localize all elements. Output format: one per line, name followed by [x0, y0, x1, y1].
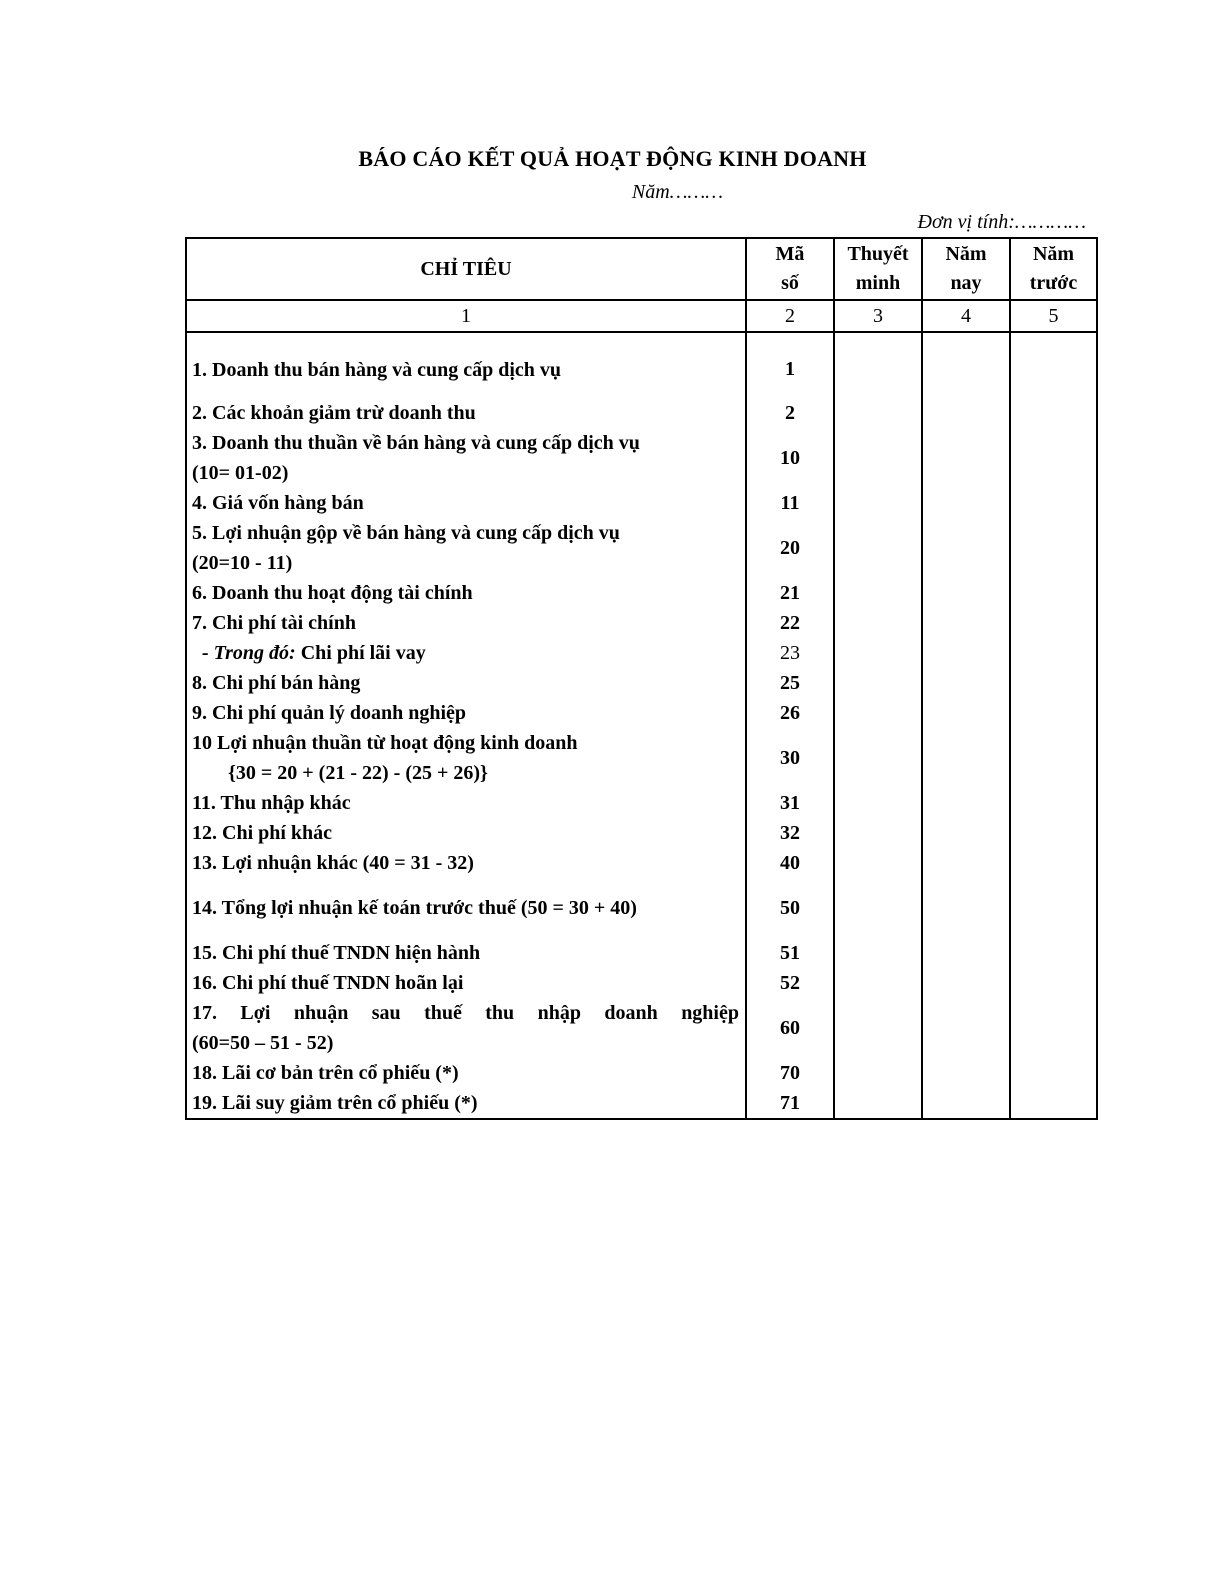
header-row: [186, 238, 1097, 300]
row-label: 8. Chi phí bán hàng: [186, 668, 746, 698]
table-row: [186, 394, 1097, 428]
table-row: [186, 878, 1097, 938]
row-label: 12. Chi phí khác: [186, 818, 746, 848]
row-code: 20: [746, 518, 834, 578]
report-year: Năm………: [631, 181, 724, 203]
cell-last-year[interactable]: [1010, 608, 1097, 638]
row-code: 50: [746, 878, 834, 938]
row-label: 18. Lãi cơ bản trên cổ phiếu (*): [186, 1058, 746, 1088]
table-row: [186, 332, 1097, 394]
row-label: - Trong đó: Chi phí lãi vay: [186, 638, 746, 668]
row-label: 2. Các khoản giảm trừ doanh thu: [186, 394, 746, 428]
cell-last-year[interactable]: [1010, 428, 1097, 488]
cell-note[interactable]: [834, 394, 922, 428]
cell-note[interactable]: [834, 818, 922, 848]
report-title: BÁO CÁO KẾT QUẢ HOẠT ĐỘNG KINH DOANH: [358, 146, 867, 171]
cell-last-year[interactable]: [1010, 998, 1097, 1058]
cell-last-year[interactable]: [1010, 332, 1097, 394]
table-row: [186, 668, 1097, 698]
row-label: 19. Lãi suy giảm trên cổ phiếu (*): [186, 1088, 746, 1119]
column-number: 1: [186, 300, 746, 332]
cell-last-year[interactable]: [1010, 668, 1097, 698]
column-number: 3: [834, 300, 922, 332]
header-this-year: Năm nay: [922, 238, 1010, 300]
table-row: [186, 608, 1097, 638]
row-code: 30: [746, 728, 834, 788]
column-number-row: [186, 300, 1097, 332]
cell-last-year[interactable]: [1010, 818, 1097, 848]
row-label: 15. Chi phí thuế TNDN hiện hành: [186, 938, 746, 968]
cell-this-year[interactable]: [922, 394, 1010, 428]
cell-note[interactable]: [834, 608, 922, 638]
header-code: Mã số: [746, 238, 834, 300]
row-label: 9. Chi phí quản lý doanh nghiệp: [186, 698, 746, 728]
table-row: [186, 638, 1097, 668]
cell-note[interactable]: [834, 788, 922, 818]
cell-this-year[interactable]: [922, 848, 1010, 878]
row-code: 11: [746, 488, 834, 518]
cell-last-year[interactable]: [1010, 848, 1097, 878]
cell-note[interactable]: [834, 428, 922, 488]
cell-this-year[interactable]: [922, 332, 1010, 394]
header-item: CHỈ TIÊU: [186, 238, 746, 300]
row-code: 23: [746, 638, 834, 668]
row-code: 52: [746, 968, 834, 998]
row-code: 10: [746, 428, 834, 488]
row-label: 7. Chi phí tài chính: [186, 608, 746, 638]
table-row: [186, 1058, 1097, 1088]
table-row: [186, 728, 1097, 788]
table-row: [186, 968, 1097, 998]
cell-note[interactable]: [834, 848, 922, 878]
cell-note[interactable]: [834, 698, 922, 728]
row-label: 6. Doanh thu hoạt động tài chính: [186, 578, 746, 608]
row-label: 16. Chi phí thuế TNDN hoãn lại: [186, 968, 746, 998]
column-number: 4: [922, 300, 1010, 332]
cell-last-year[interactable]: [1010, 968, 1097, 998]
cell-this-year[interactable]: [922, 878, 1010, 938]
column-number: 2: [746, 300, 834, 332]
row-code: 26: [746, 698, 834, 728]
cell-this-year[interactable]: [922, 938, 1010, 968]
cell-note[interactable]: [834, 668, 922, 698]
table-row: [186, 848, 1097, 878]
row-label: 17. Lợi nhuận sau thuế thu nhập doanh nghiệp (60=50 – 51 - 52): [186, 998, 746, 1058]
header-note: Thuyết minh: [834, 238, 922, 300]
cell-last-year[interactable]: [1010, 938, 1097, 968]
column-number: 5: [1010, 300, 1097, 332]
row-code: 25: [746, 668, 834, 698]
cell-this-year[interactable]: [922, 728, 1010, 788]
table-row: [186, 578, 1097, 608]
cell-last-year[interactable]: [1010, 488, 1097, 518]
cell-this-year[interactable]: [922, 1058, 1010, 1088]
table-row: [186, 428, 1097, 488]
cell-last-year[interactable]: [1010, 518, 1097, 578]
table-row: [186, 488, 1097, 518]
cell-last-year[interactable]: [1010, 394, 1097, 428]
row-code: 40: [746, 848, 834, 878]
row-code: 21: [746, 578, 834, 608]
row-code: 22: [746, 608, 834, 638]
cell-note[interactable]: [834, 998, 922, 1058]
cell-this-year[interactable]: [922, 578, 1010, 608]
cell-note[interactable]: [834, 518, 922, 578]
row-label: 11. Thu nhập khác: [186, 788, 746, 818]
cell-last-year[interactable]: [1010, 1088, 1097, 1119]
table-row: [186, 998, 1097, 1058]
cell-last-year[interactable]: [1010, 788, 1097, 818]
cell-this-year[interactable]: [922, 518, 1010, 578]
cell-note[interactable]: [834, 1088, 922, 1119]
cell-note[interactable]: [834, 968, 922, 998]
row-label: 5. Lợi nhuận gộp về bán hàng và cung cấp dịch vụ (20=10 - 11): [186, 518, 746, 578]
cell-note[interactable]: [834, 488, 922, 518]
row-label: 1. Doanh thu bán hàng và cung cấp dịch vụ: [186, 332, 746, 394]
row-code: 70: [746, 1058, 834, 1088]
cell-this-year[interactable]: [922, 428, 1010, 488]
row-code: 2: [746, 394, 834, 428]
row-label: 10 Lợi nhuận thuần từ hoạt động kinh doanh {30 = 20 + (21 - 22) - (25 + 26)}: [186, 728, 746, 788]
row-label: 3. Doanh thu thuần về bán hàng và cung cấp dịch vụ (10= 01-02): [186, 428, 746, 488]
cell-last-year[interactable]: [1010, 638, 1097, 668]
cell-note[interactable]: [834, 728, 922, 788]
table-row: [186, 698, 1097, 728]
cell-this-year[interactable]: [922, 968, 1010, 998]
cell-this-year[interactable]: [922, 1088, 1010, 1119]
row-label: 4. Giá vốn hàng bán: [186, 488, 746, 518]
cell-this-year[interactable]: [922, 698, 1010, 728]
cell-note[interactable]: [834, 938, 922, 968]
header-last-year: Năm trước: [1010, 238, 1097, 300]
table-row: [186, 818, 1097, 848]
cell-this-year[interactable]: [922, 608, 1010, 638]
row-code: 32: [746, 818, 834, 848]
row-code: 31: [746, 788, 834, 818]
cell-this-year[interactable]: [922, 638, 1010, 668]
table-row: [186, 1088, 1097, 1119]
row-code: 60: [746, 998, 834, 1058]
row-code: 71: [746, 1088, 834, 1119]
row-label: 14. Tổng lợi nhuận kế toán trước thuế (50 = 30 + 40): [186, 878, 746, 938]
cell-note[interactable]: [834, 878, 922, 938]
cell-last-year[interactable]: [1010, 878, 1097, 938]
income-statement-table: [185, 237, 1098, 1120]
cell-last-year[interactable]: [1010, 578, 1097, 608]
table-row: [186, 788, 1097, 818]
unit-of-measure: Đơn vị tính:…………: [917, 211, 1086, 233]
cell-this-year[interactable]: [922, 818, 1010, 848]
cell-note[interactable]: [834, 578, 922, 608]
cell-this-year[interactable]: [922, 998, 1010, 1058]
cell-this-year[interactable]: [922, 668, 1010, 698]
row-label: 13. Lợi nhuận khác (40 = 31 - 32): [186, 848, 746, 878]
cell-note[interactable]: [834, 332, 922, 394]
table-row: [186, 938, 1097, 968]
row-code: 1: [746, 332, 834, 394]
row-code: 51: [746, 938, 834, 968]
cell-last-year[interactable]: [1010, 698, 1097, 728]
cell-last-year[interactable]: [1010, 728, 1097, 788]
cell-this-year[interactable]: [922, 788, 1010, 818]
cell-note[interactable]: [834, 638, 922, 668]
cell-this-year[interactable]: [922, 488, 1010, 518]
cell-note[interactable]: [834, 1058, 922, 1088]
cell-last-year[interactable]: [1010, 1058, 1097, 1088]
table-row: [186, 518, 1097, 578]
